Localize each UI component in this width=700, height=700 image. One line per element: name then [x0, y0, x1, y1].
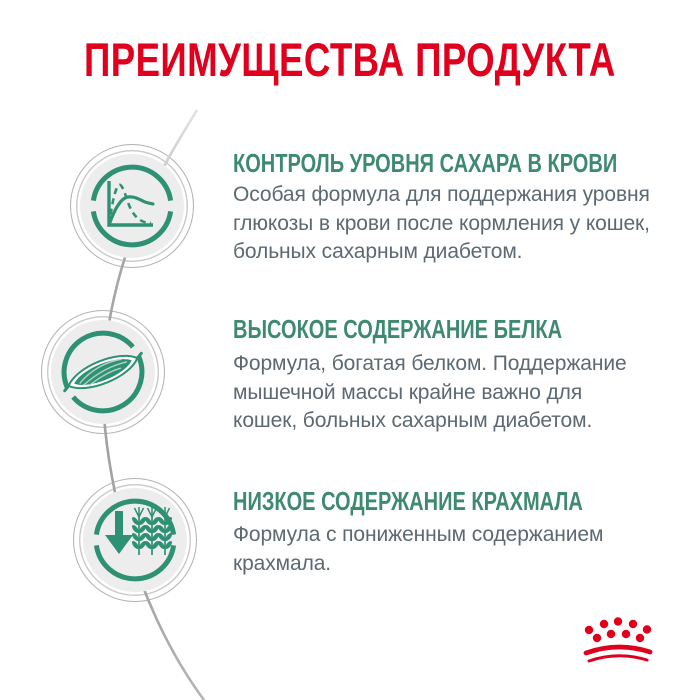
section-1-body-line: Особая формула для поддержания уровня — [233, 183, 650, 206]
section-2-body-line: кошек, больных сахарным диабетом. — [233, 409, 593, 432]
badge-disc-3 — [83, 488, 187, 592]
section-3-heading-text: НИЗКОЕ СОДЕРЖАНИЕ КРАХМАЛА — [233, 486, 583, 516]
royal-canin-crown-logo — [581, 616, 665, 668]
glucose-curve-icon — [88, 162, 176, 250]
section-3-body-line: крахмала. — [233, 551, 332, 575]
badge-disc-2 — [51, 320, 155, 424]
section-1-heading — [233, 150, 700, 176]
section-1-body — [233, 181, 650, 267]
section-3-heading — [233, 488, 687, 514]
section-1-body-line: больных сахарным диабетом. — [233, 240, 523, 263]
section-2-body — [233, 350, 627, 436]
badge-disc-1 — [80, 154, 184, 258]
section-1-heading-text: КОНТРОЛЬ УРОВНЯ САХАРА В КРОВИ — [233, 148, 618, 178]
section-2-heading — [233, 316, 660, 342]
section-3-body-line: Формула с пониженным содержанием — [233, 523, 604, 546]
section-3-body — [233, 521, 603, 578]
page-title — [0, 33, 700, 86]
page-title-text: ПРЕИМУЩЕСТВА ПРОДУКТА — [84, 33, 616, 86]
section-2-body-line: Формула, богатая белком. Поддержание — [233, 352, 627, 375]
section-1-body-line: глюкозы в крови после кормления у кошек, — [233, 211, 650, 235]
low-starch-wheat-icon — [91, 496, 179, 584]
section-2-body-line: мышечной массы крайне важно для — [233, 380, 583, 404]
section-2-heading-text: ВЫСОКОЕ СОДЕРЖАНИЕ БЕЛКА — [233, 314, 563, 344]
muscle-protein-icon — [59, 328, 147, 416]
